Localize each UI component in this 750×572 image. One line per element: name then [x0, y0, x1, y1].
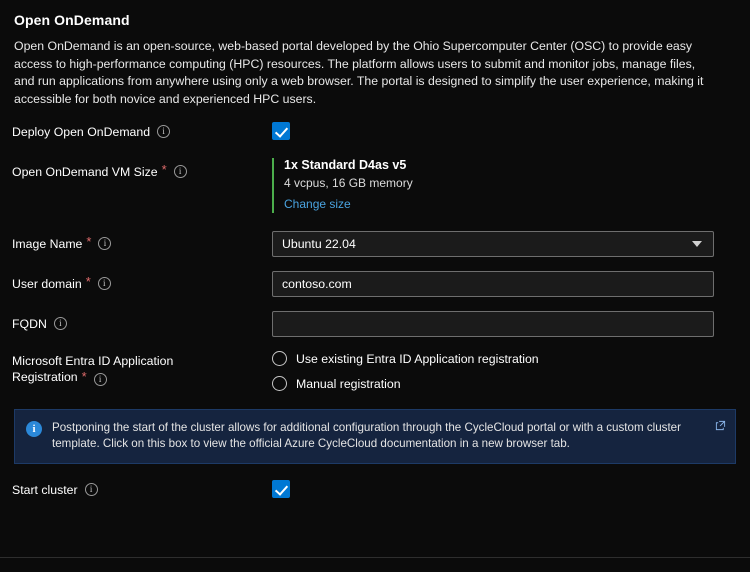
field-control-entra-registration [262, 351, 738, 391]
field-row-vm-size [12, 158, 738, 213]
entra-label-line1: Microsoft Entra ID Application [12, 354, 174, 368]
required-marker: * [81, 369, 87, 384]
vm-size-name: 1x Standard D4as v5 [284, 158, 407, 172]
field-control-fqdn [262, 311, 738, 337]
field-control-image-name [262, 231, 738, 257]
info-icon[interactable]: i [94, 373, 107, 386]
field-row-user-domain [12, 271, 738, 297]
image-name-label-text: Image Name [12, 237, 83, 251]
required-marker: * [85, 274, 91, 289]
field-row-entra-registration [12, 351, 738, 391]
fqdn-input[interactable] [272, 311, 714, 337]
info-icon[interactable]: i [157, 125, 170, 138]
user-domain-label-text: User domain [12, 277, 82, 291]
field-label-start-cluster [12, 480, 262, 498]
page-title: Open OnDemand [14, 12, 130, 28]
image-name-select[interactable] [272, 231, 714, 257]
fqdn-label-text: FQDN [12, 317, 47, 331]
required-marker: * [161, 162, 167, 177]
radio-option-label: Use existing Entra ID Application registration [296, 351, 539, 366]
user-domain-input[interactable] [272, 271, 714, 297]
field-control-deploy-open-ondemand [262, 122, 738, 140]
info-circle-icon: i [26, 421, 42, 437]
external-link-icon [715, 418, 726, 429]
field-label-deploy-open-ondemand [12, 122, 262, 140]
cyclecloud-info-banner[interactable] [14, 409, 736, 464]
radio-option-label: Manual registration [296, 376, 401, 391]
entra-label-line2: Registration [12, 370, 78, 384]
section-description: Open OnDemand is an open-source, web-based portal developed by the Ohio Supercomputer Center (OSC) to provide easy access to high-performance computing (HPC) resources. The platform allows users to submit and monitor jobs, manage files, and run applications from anywhere using only a web browser. The portal is designed to simplify the user experience, making it accessible for both novice and experienced HPC users. [14, 39, 704, 106]
vm-size-label-text: Open OnDemand VM Size [12, 165, 158, 179]
field-row-start-cluster [12, 480, 738, 502]
start-cluster-label-text: Start cluster [12, 483, 78, 497]
info-icon[interactable]: i [174, 165, 187, 178]
field-row-fqdn [12, 311, 738, 337]
info-icon[interactable]: i [85, 483, 98, 496]
chevron-down-icon [692, 241, 702, 247]
radio-icon [272, 351, 287, 366]
info-icon[interactable]: i [54, 317, 67, 330]
field-control-user-domain [262, 271, 738, 297]
radio-icon [272, 376, 287, 391]
required-marker: * [86, 234, 92, 249]
field-label-entra-registration [12, 351, 262, 385]
bottom-divider [0, 557, 750, 558]
deploy-label-text: Deploy Open OnDemand [12, 125, 151, 139]
field-control-start-cluster [262, 480, 738, 498]
field-label-image-name [12, 231, 262, 252]
radio-option-use-existing[interactable] [272, 351, 738, 366]
vm-size-summary [272, 158, 738, 213]
change-size-link[interactable]: Change size [284, 197, 351, 211]
field-label-user-domain [12, 271, 262, 292]
field-control-vm-size [262, 158, 738, 213]
image-name-selected-value: Ubuntu 22.04 [282, 237, 356, 251]
banner-message: Postponing the start of the cluster allows for additional configuration through the CycleCloud portal or with a custom cluster template. Click on this box to view the official Azure CycleCloud documentation in a new browser tab. [52, 421, 681, 450]
field-label-fqdn [12, 311, 262, 332]
field-label-vm-size [12, 158, 262, 180]
deploy-open-ondemand-checkbox[interactable] [272, 122, 290, 140]
field-row-deploy-open-ondemand [12, 122, 738, 144]
radio-option-manual-registration[interactable] [272, 376, 738, 391]
info-icon[interactable]: i [98, 237, 111, 250]
field-row-image-name [12, 231, 738, 257]
vm-size-specs: 4 vcpus, 16 GB memory [284, 176, 413, 190]
info-icon[interactable]: i [98, 277, 111, 290]
start-cluster-checkbox[interactable] [272, 480, 290, 498]
